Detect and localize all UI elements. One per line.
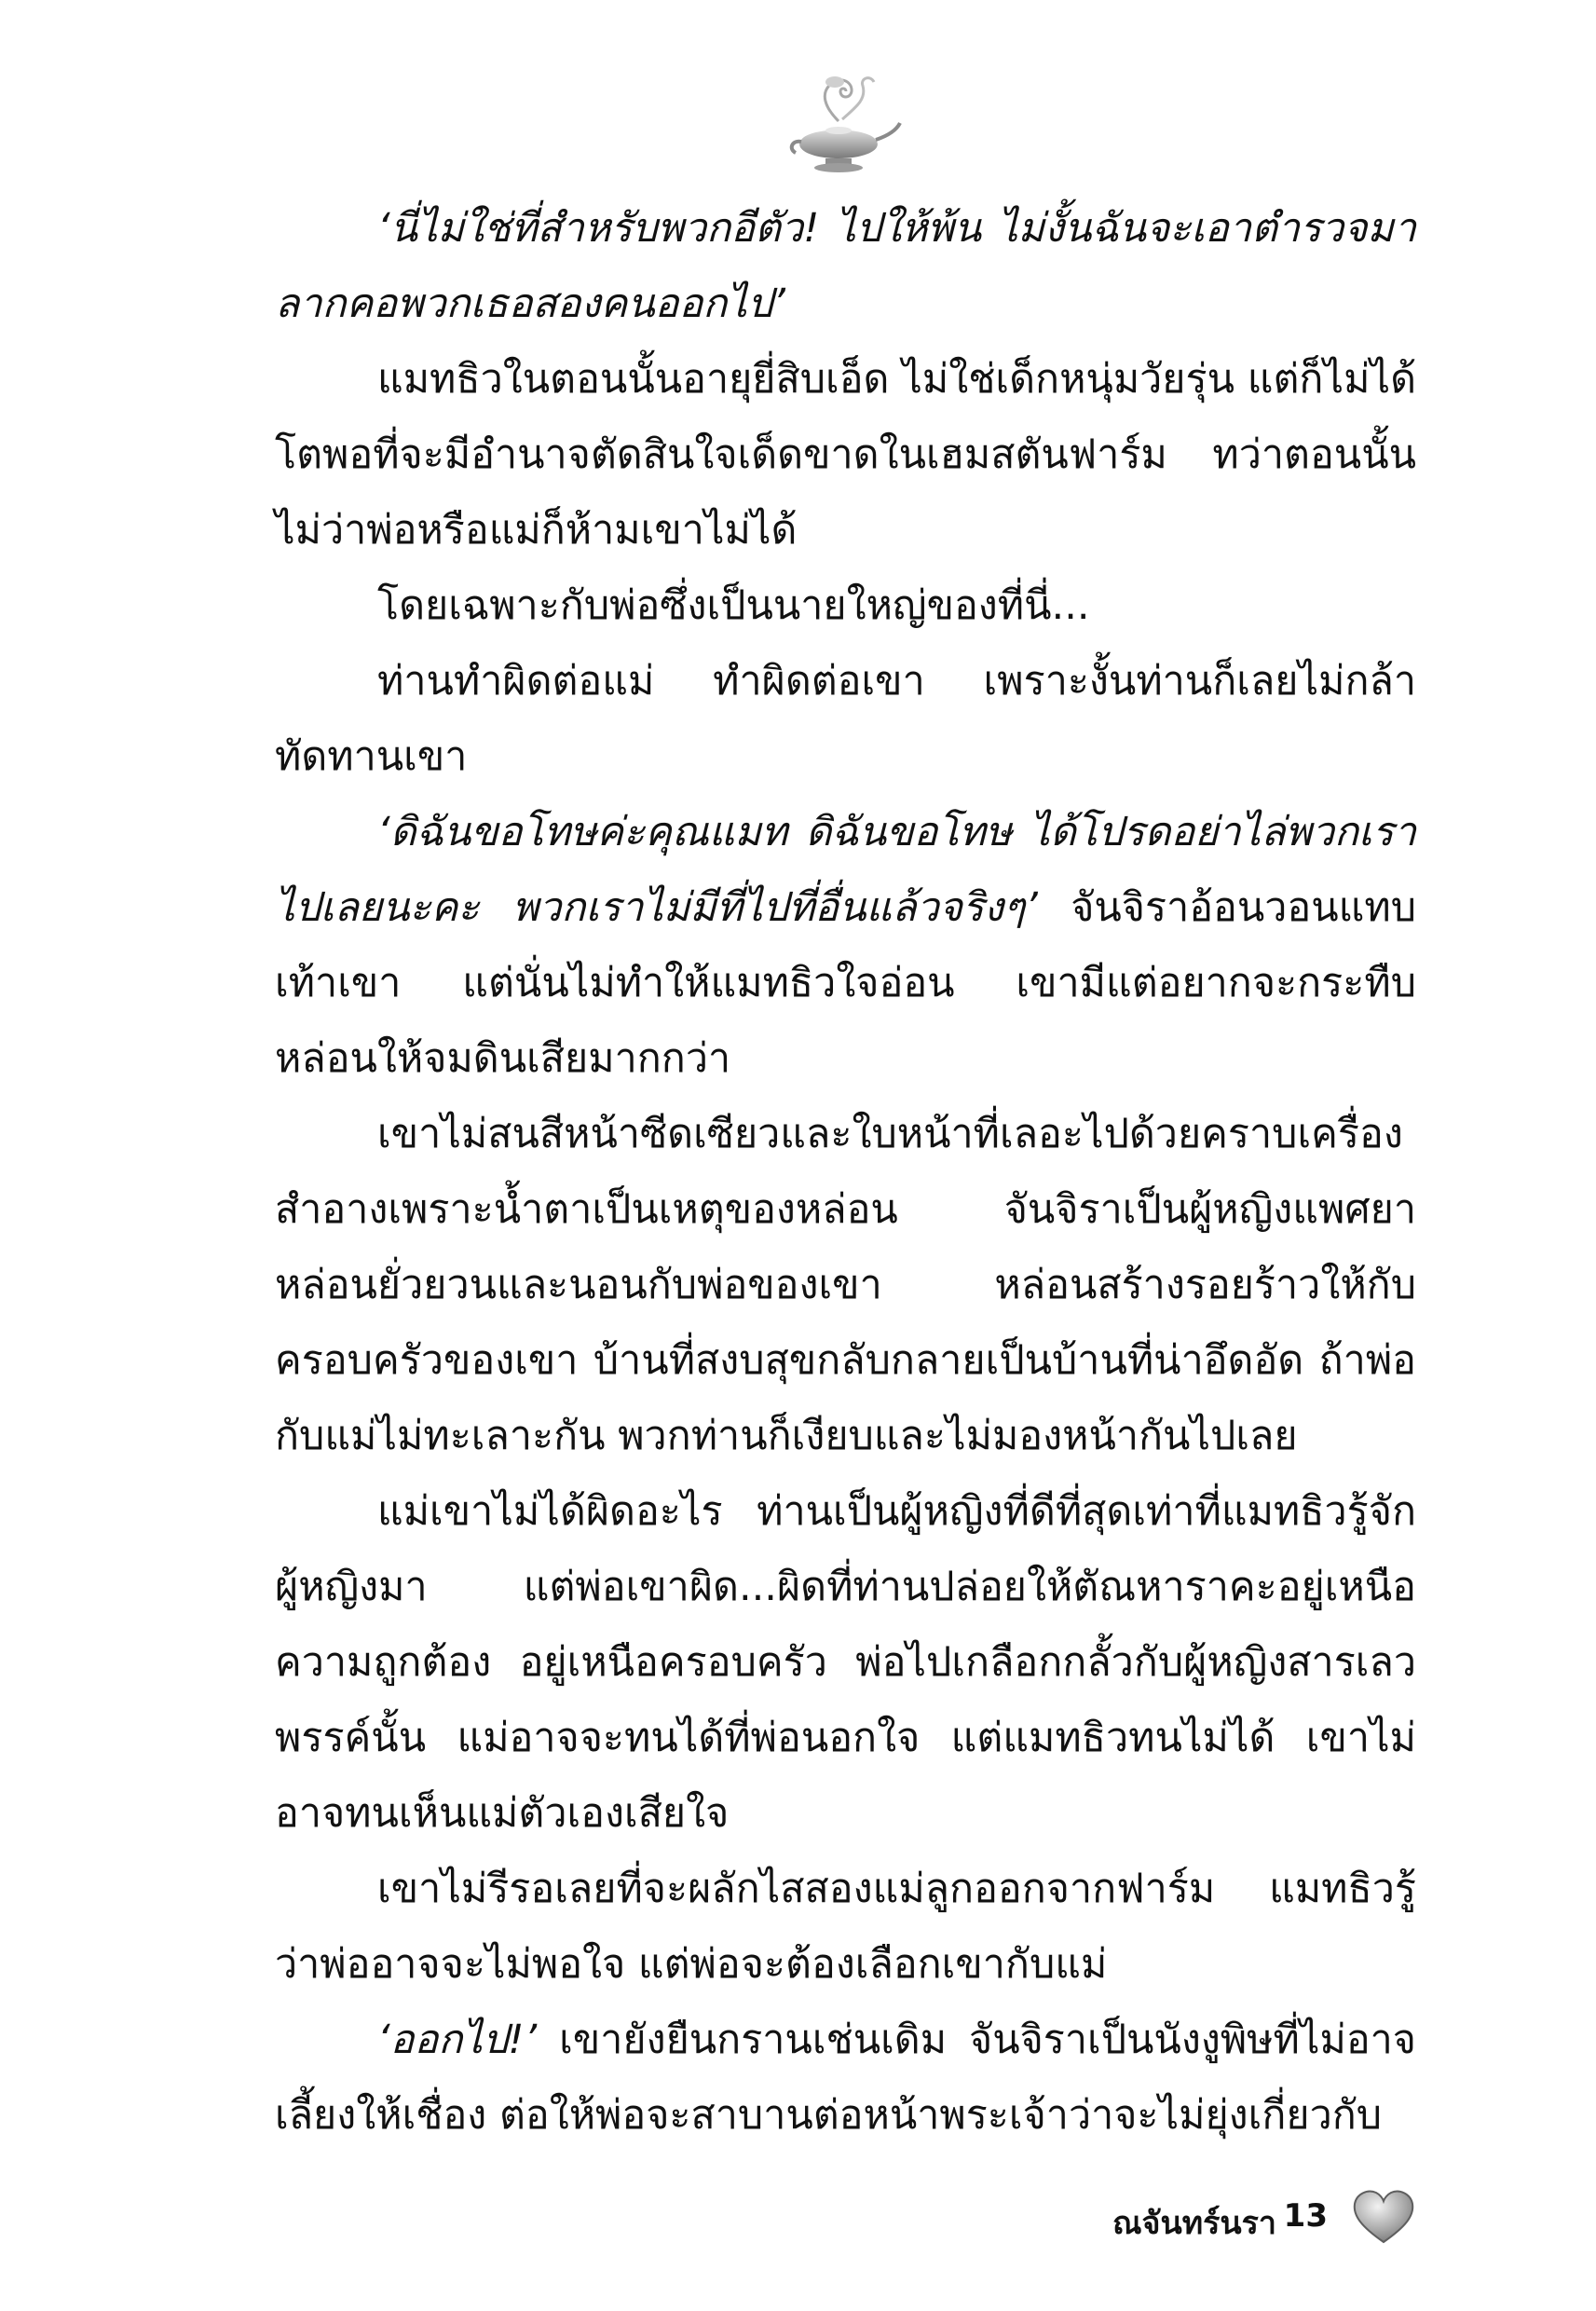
page-footer <box>1025 2181 1416 2264</box>
heart-icon <box>1351 2188 1416 2246</box>
paragraph <box>275 2003 1416 2154</box>
paragraph-text: เขาไม่สนสีหน้าซีดเซียวและใบหน้าที่เลอะไปด้วยคราบเครื่องสำอางเพราะน้ำตาเป็นเหตุของหล่อน จันจิราเป็นผู้หญิงแพศยา หล่อนยั่วยวนและนอนกับพ่อของเขา หล่อนสร้างรอยร้าวให้กับครอบครัวของเขา บ้านที่สงบสุขกลับกลายเป็นบ้านที่น่าอึดอัด ถ้าพ่อกับแม่ไม่ทะเลาะกัน พวกท่านก็เงียบและไม่มองหน้ากันไปเลย <box>275 1111 1416 1459</box>
paragraph-text: แมทธิวในตอนนั้นอายุยี่สิบเอ็ด ไม่ใช่เด็กหนุ่มวัยรุ่น แต่ก็ไม่ได้โตพอที่จะมีอำนาจตัดสินใจเด็ดขาดในเฮมสตันฟาร์ม ทว่าตอนนั้นไม่ว่าพ่อหรือแม่ก็ห้ามเขาไม่ได้ <box>275 356 1416 554</box>
paragraph <box>275 1097 1416 1474</box>
paragraph-text: ‘นี่ไม่ใช่ที่สำหรับพวกอีตัว! ไปให้พ้น ไม่งั้นฉันจะเอาตำรวจมาลากคอพวกเธอสองคนออกไป’ <box>275 205 1416 327</box>
paragraph <box>275 568 1416 644</box>
paragraph <box>275 1852 1416 2003</box>
magic-lamp-icon <box>773 65 904 177</box>
paragraph-text: จันจิราอ้อนวอนแทบเท้าเขา แต่นั่นไม่ทำให้แมทธิวใจอ่อน เขามีแต่อยากจะกระทืบหล่อนให้จมดินเสียมากกว่า <box>275 884 1416 1082</box>
paragraph-text: โดยเฉพาะกับพ่อซึ่งเป็นนายใหญ่ของที่นี่... <box>377 582 1090 629</box>
paragraph <box>275 644 1416 795</box>
author-name: ณจันทร์นรา <box>1112 2205 1276 2242</box>
paragraph-text: แม่เขาไม่ได้ผิดอะไร ท่านเป็นผู้หญิงที่ดีที่สุดเท่าที่แมทธิวรู้จักผู้หญิงมา แต่พ่อเขาผิด...ผิดที่ท่านปล่อยให้ตัณหาราคะอยู่เหนือความถูกต้อง อยู่เหนือครอบครัว พ่อไปเกลือกกลั้วกับผู้หญิงสารเลวพรรค์นั้น แม่อาจจะทนได้ที่พ่อนอกใจ แต่แมทธิวทนไม่ได้ เขาไม่อาจทนเห็นแม่ตัวเองเสียใจ <box>275 1488 1416 1837</box>
paragraph <box>275 795 1416 1097</box>
paragraph-text: เขาไม่รีรอเลยที่จะผลักไสสองแม่ลูกออกจากฟาร์ม แมทธิวรู้ว่าพ่ออาจจะไม่พอใจ แต่พ่อจะต้องเลือกเขากับแม่ <box>275 1866 1416 1988</box>
paragraph <box>275 342 1416 568</box>
paragraph-text: ท่านทำผิดต่อแม่ ทำผิดต่อเขา เพราะงั้นท่านก็เลยไม่กล้าทัดทานเขา <box>275 658 1416 780</box>
paragraph-dialogue: ‘ออกไป!’ <box>377 2017 538 2063</box>
paragraph-text: เขายังยืนกรานเช่นเดิม จันจิราเป็นนังงูพิษที่ไม่อาจเลี้ยงให้เชื่อง ต่อให้พ่อจะสาบานต่อหน้าพระเจ้าว่าจะไม่ยุ่งเกี่ยวกับ <box>275 2017 1416 2139</box>
paragraph <box>275 1474 1416 1852</box>
paragraph <box>275 191 1416 342</box>
paragraph-dialogue: ‘ดิฉันขอโทษค่ะคุณแมท ดิฉันขอโทษ ได้โปรดอย่าไล่พวกเราไปเลยนะคะ พวกเราไม่มีที่ไปที่อื่นแล้วจริงๆ’ <box>275 809 1416 931</box>
page-number: 13 <box>1283 2197 1328 2235</box>
body-text <box>275 191 1416 2154</box>
